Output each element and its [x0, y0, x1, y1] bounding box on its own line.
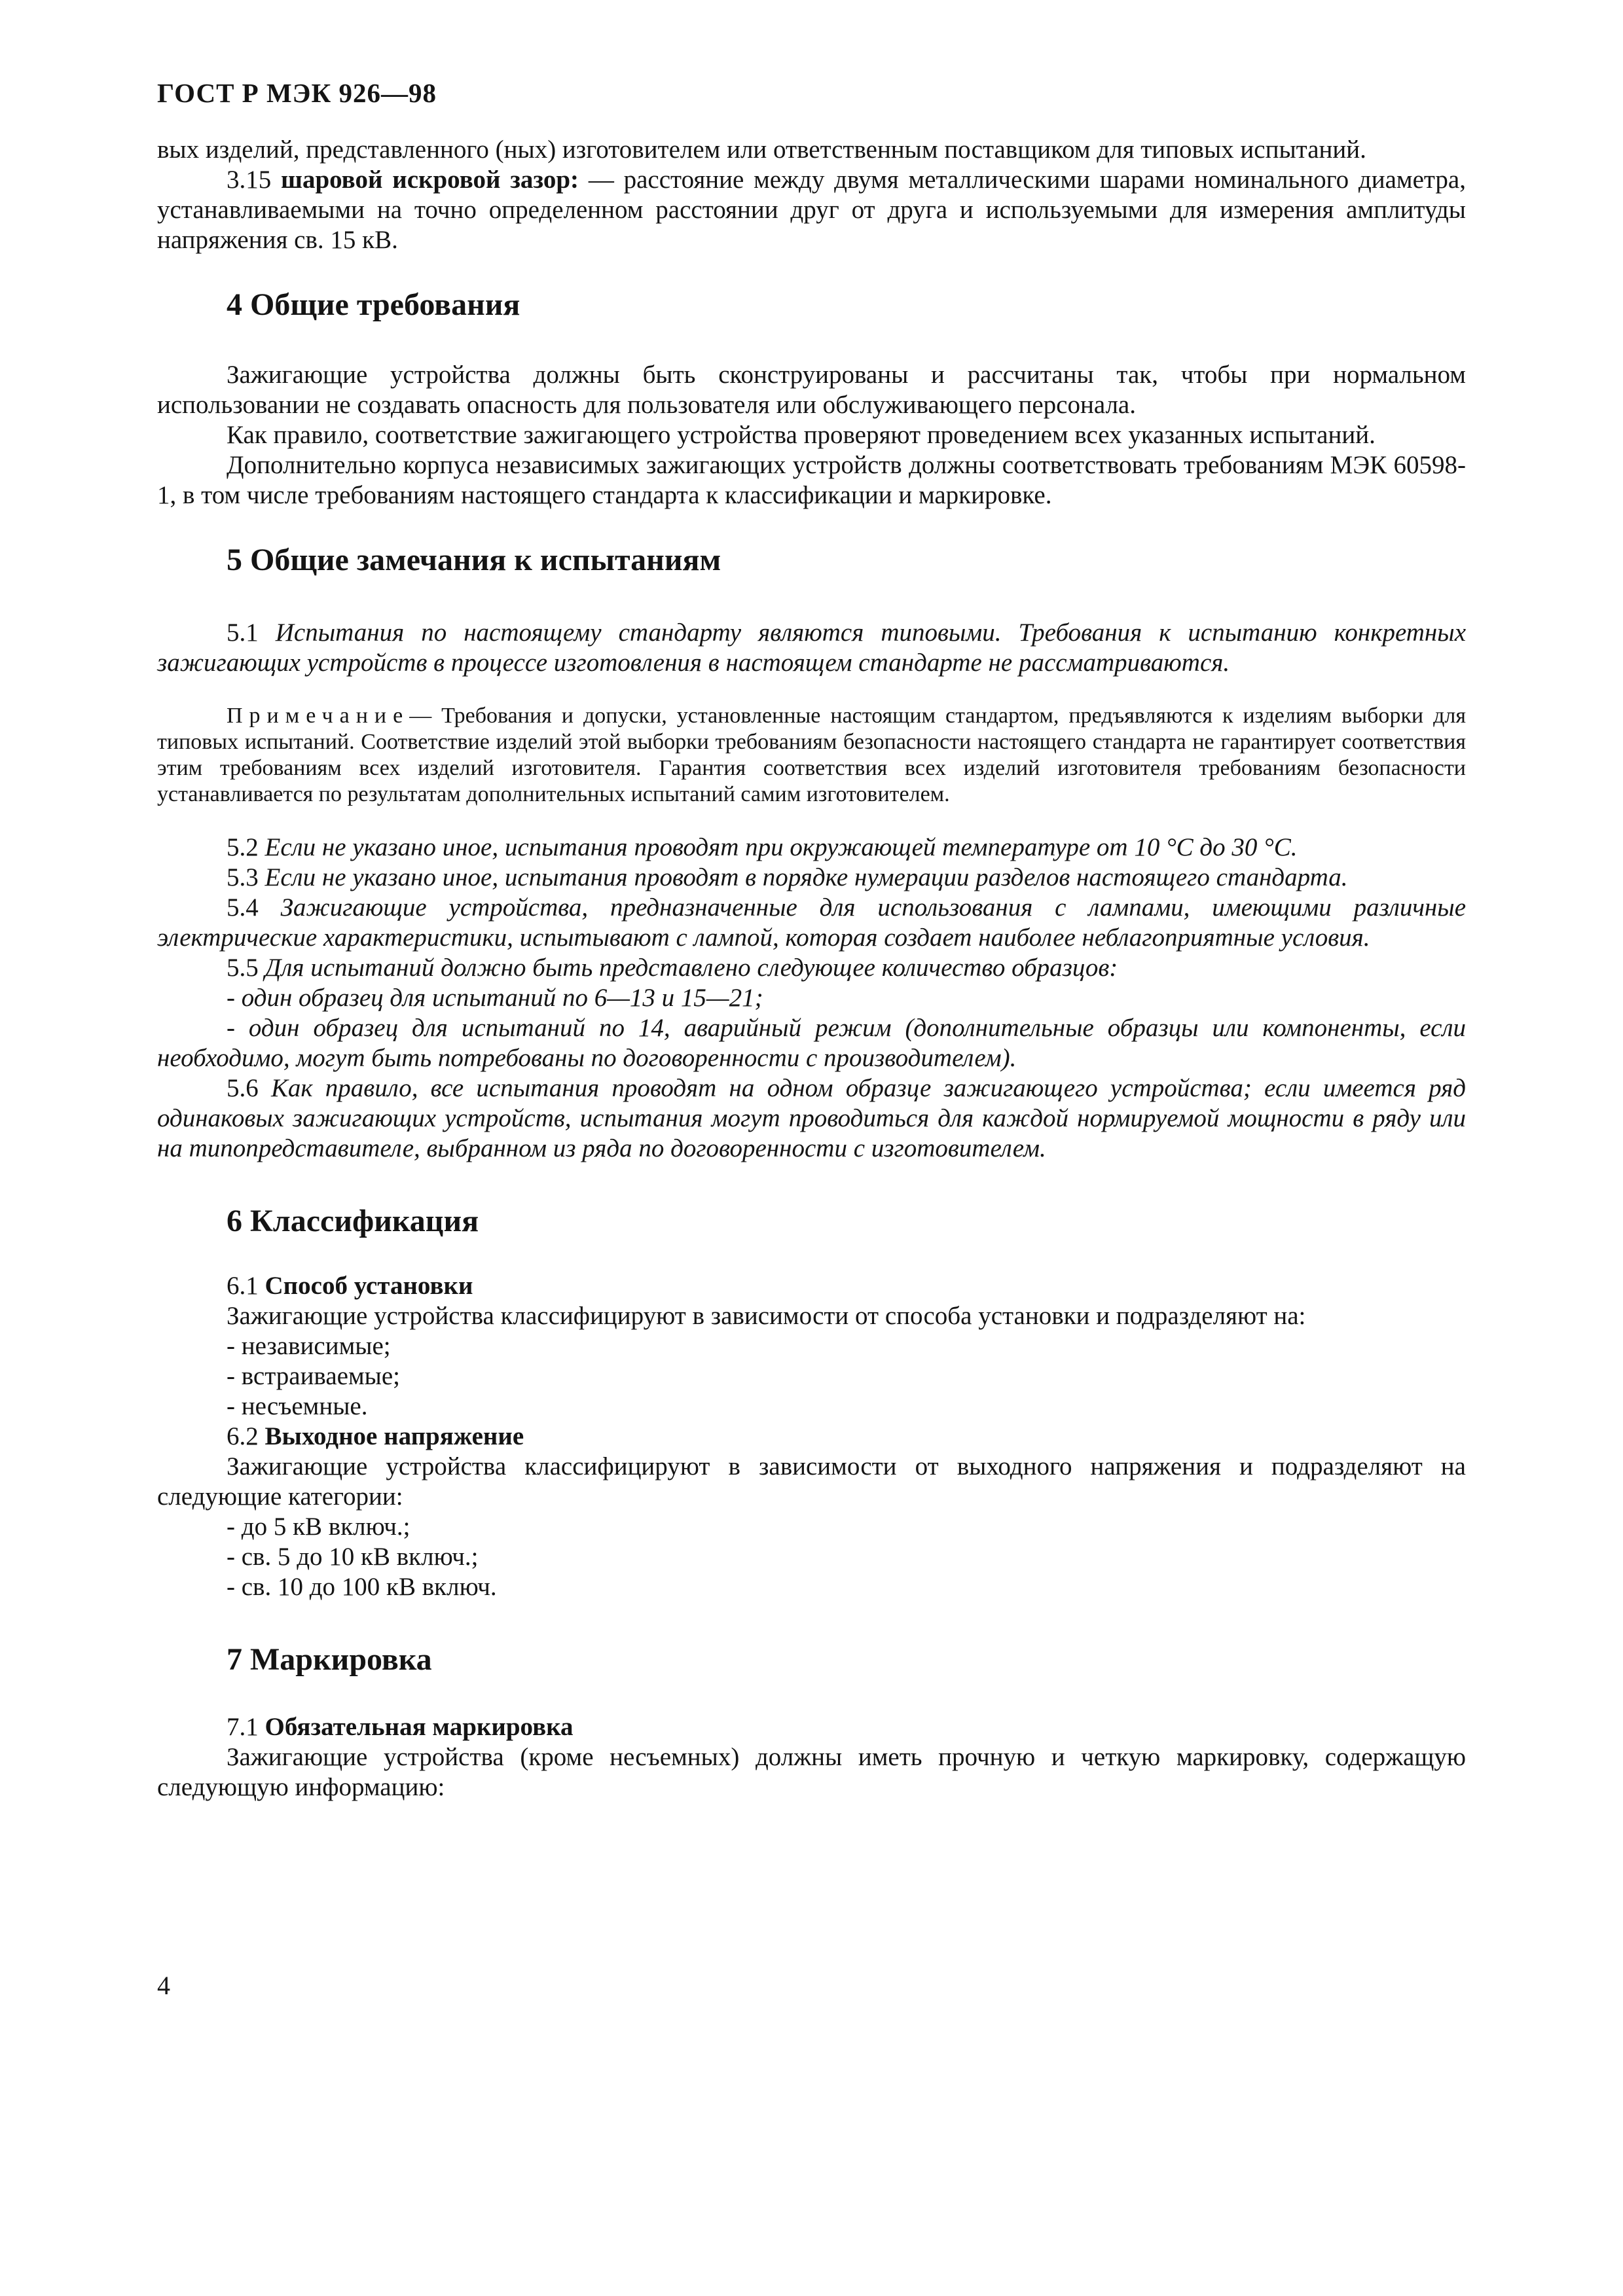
page-header: ГОСТ Р МЭК 926—98: [157, 78, 437, 108]
section-4-paragraph: Дополнительно корпуса независимых зажигающих устройств должны соответствовать требованиям МЭК 60598-1, в том числе требованиям настоящего стандарта к классификации и маркировке.: [157, 451, 1466, 509]
subsection-title: Выходное напряжение: [264, 1422, 524, 1450]
note-text: — Требования и допуски, установленные настоящим стандартом, предъявляются к изделиям выборки для типовых испытаний. Соответствие изделий этой выборки требованиям безопасности настоящего стандарта не гарантирует соответствия этим требованиям всех изделий изготовителя. Гарантия соответствия всех изделий изготовителя требованиям безопасности устанавливается по результатам дополнительных испытаний самим изготовителем.: [157, 704, 1466, 806]
clause-number: 5.4: [227, 893, 259, 922]
list-item: - встраиваемые;: [227, 1362, 400, 1390]
list-item: - независимые;: [227, 1332, 391, 1360]
clause-5-4: [157, 893, 1466, 953]
subsection-text: Зажигающие устройства (кроме несъемных) должны иметь прочную и четкую маркировку, содержащую следующую информацию:: [157, 1743, 1466, 1801]
list-item: - св. 5 до 10 кВ включ.;: [227, 1543, 479, 1571]
clause-text: Испытания по настоящему стандарту являются типовыми. Требования к испытанию конкретных зажигающих устройств в процессе изготовления в настоящем стандарте не рассматриваются.: [157, 619, 1466, 677]
note-label: Примечание: [227, 704, 410, 728]
subsection-number: 6.2: [227, 1422, 259, 1450]
definition-3-15: [157, 165, 1466, 255]
definition-text: — расстояние между двумя металлическими шарами номинального диаметра, устанавливаемыми на точно определенном расстоянии друг от друга и используемыми для измерения амплитуды напряжения св. 15 кВ.: [157, 166, 1466, 254]
subsection-7-1-heading: [157, 1712, 1466, 1742]
section-7-heading: 7 Маркировка: [227, 1642, 432, 1677]
clause-5-3: [157, 863, 1466, 893]
definition-term: шаровой искровой зазор:: [281, 166, 579, 194]
clause-text: Если не указано иное, испытания проводят в порядке нумерации разделов настоящего стандарта.: [264, 863, 1348, 891]
page-number: 4: [157, 1971, 170, 2000]
clause-text: Зажигающие устройства, предназначенные для использования с лампами, имеющими различные электрические характеристики, испытывают с лампой, которая создает наиболее неблагоприятные условия.: [157, 893, 1467, 952]
clause-5-6: [157, 1073, 1466, 1164]
subsection-number: 7.1: [227, 1713, 259, 1741]
clause-number: 5.6: [227, 1074, 259, 1102]
subsection-6-2-heading: [157, 1422, 1466, 1452]
clause-5-5: [157, 953, 1466, 983]
section-5-heading: 5 Общие замечания к испытаниям: [227, 543, 721, 577]
clause-number: 5.2: [227, 833, 259, 861]
clause-number: 5.3: [227, 863, 259, 891]
item-number: 3.15: [227, 166, 272, 194]
clause-5-1: [157, 618, 1466, 678]
note-block: [157, 703, 1466, 808]
subsection-title: Обязательная маркировка: [264, 1713, 574, 1741]
clause-5-2: [157, 833, 1466, 863]
intro-paragraph: вых изделий, представленного (ных) изготовителем или ответственным поставщиком для типовых испытаний.: [157, 135, 1366, 164]
subsection-text: Зажигающие устройства классифицируют в зависимости от способа установки и подразделяют на:: [227, 1302, 1306, 1330]
section-4-heading: 4 Общие требования: [227, 287, 520, 322]
list-item: - один образец для испытаний по 6—13 и 15—21;: [227, 984, 763, 1012]
section-4-paragraph: Зажигающие устройства должны быть сконструированы и рассчитаны так, чтобы при нормальном использовании не создавать опасность для пользователя или обслуживающего персонала.: [157, 361, 1466, 419]
list-item: - св. 10 до 100 кВ включ.: [227, 1573, 497, 1601]
list-item: - один образец для испытаний по 14, аварийный режим (дополнительные образцы или компоненты, если необходимо, могут быть потребованы по договоренности с производителем).: [157, 1014, 1466, 1072]
subsection-title: Способ установки: [264, 1272, 473, 1300]
list-item: - несъемные.: [227, 1392, 368, 1420]
section-6-heading: 6 Классификация: [227, 1204, 479, 1238]
section-4-paragraph: Как правило, соответствие зажигающего устройства проверяют проведением всех указанных испытаний.: [227, 421, 1376, 449]
subsection-6-1-heading: [157, 1271, 1466, 1301]
subsection-text: Зажигающие устройства классифицируют в зависимости от выходного напряжения и подразделяют на следующие категории:: [157, 1452, 1466, 1511]
clause-text: Если не указано иное, испытания проводят при окружающей температуре от 10 °С до 30 °С.: [264, 833, 1298, 861]
document-page: [157, 77, 1466, 1803]
clause-number: 5.1: [227, 619, 259, 647]
list-item: - до 5 кВ включ.;: [227, 1513, 410, 1541]
clause-number: 5.5: [227, 954, 259, 982]
clause-text: Как правило, все испытания проводят на одном образце зажигающего устройства; если имеется ряд одинаковых зажигающих устройств, испытания могут проводиться для каждой нормируемой мощности в ряду или на типопредставителе, выбранном из ряда по договоренности с изготовителем.: [157, 1074, 1466, 1162]
clause-text: Для испытаний должно быть представлено следующее количество образцов:: [264, 954, 1118, 982]
subsection-number: 6.1: [227, 1272, 259, 1300]
